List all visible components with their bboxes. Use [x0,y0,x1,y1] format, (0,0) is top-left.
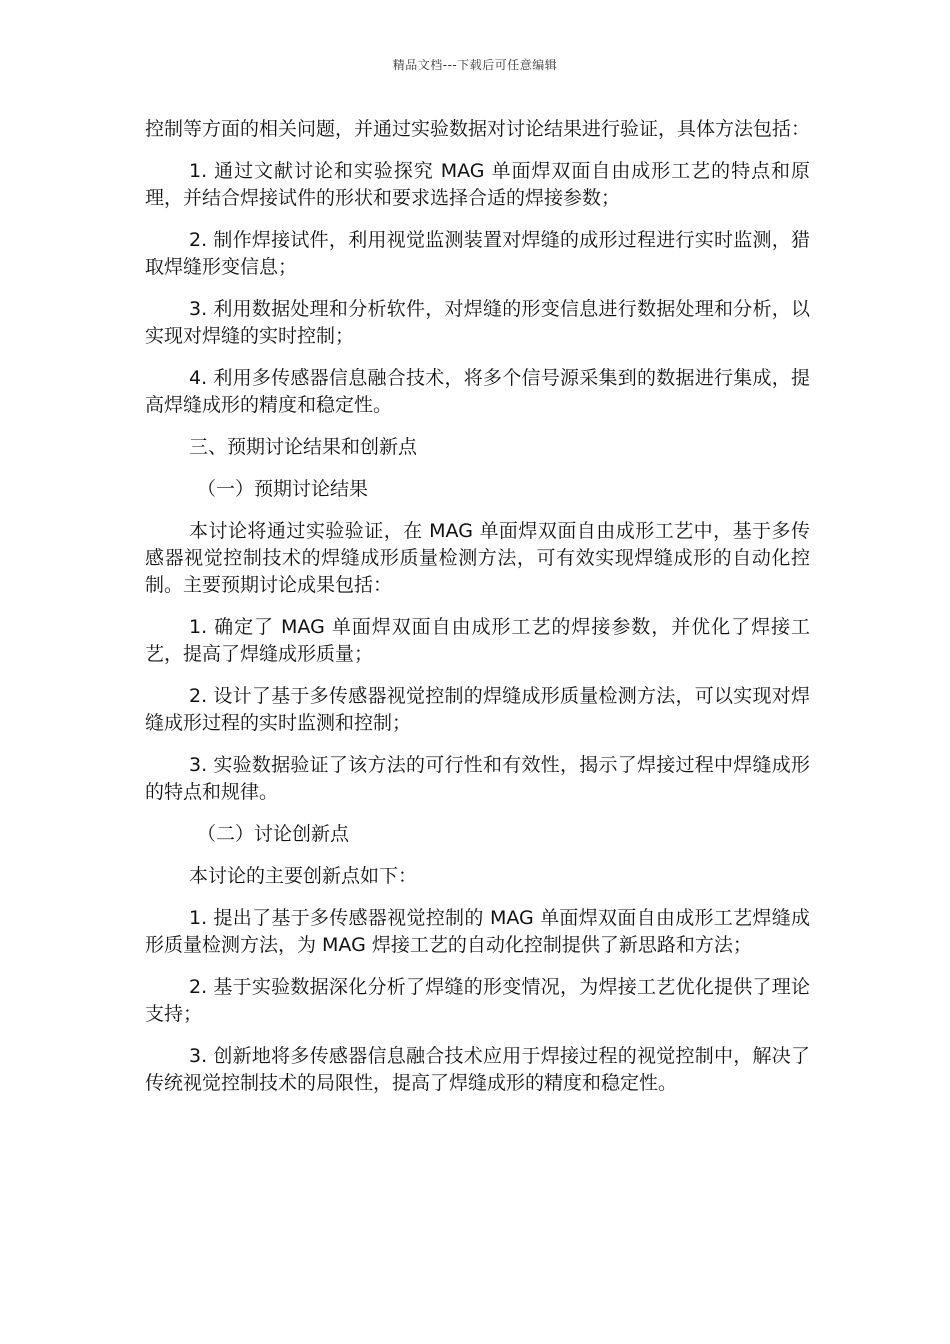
innovation-intro: 本讨论的主要创新点如下： [189,865,418,887]
method-item-2: 2. 制作焊接试件，利用视觉监测装置对焊缝的成形过程进行实时监测，猎取焊缝形变信息； [145,229,810,278]
page-header: 精品文档---下载后可任意编辑 [392,58,558,72]
subsection-heading-innovation: （二）讨论创新点 [197,823,350,845]
section-heading-3: 三、预期讨论结果和创新点 [189,436,418,458]
innovation-item-1: 1. 提出了基于多传感器视觉控制的 MAG 单面焊双面自由成形工艺焊缝成形质量检测方法，为 MAG 焊接工艺的自动化控制提供了新思路和方法； [145,907,810,956]
expected-results-intro: 本讨论将通过实验验证，在 MAG 单面焊双面自由成形工艺中，基于多传感器视觉控制技术的焊缝成形质量检测方法，可有效实现焊缝成形的自动化控制。主要预期讨论成果包括： [145,520,810,596]
innovation-item-2: 2. 基于实验数据深化分析了焊缝的形变情况，为焊接工艺优化提供了理论支持； [145,976,810,1025]
method-item-4: 4. 利用多传感器信息融合技术，将多个信号源采集到的数据进行集成，提高焊缝成形的精度和稳定性。 [145,367,810,416]
method-item-1: 1. 通过文献讨论和实验探究 MAG 单面焊双面自由成形工艺的特点和原理，并结合焊接试件的形状和要求选择合适的焊接参数； [145,160,810,209]
document-body [145,116,810,1112]
method-item-3: 3. 利用数据处理和分析软件，对焊缝的形变信息进行数据处理和分析，以实现对焊缝的实时控制； [145,298,810,347]
innovation-item-3: 3. 创新地将多传感器信息融合技术应用于焊接过程的视觉控制中，解决了传统视觉控制技术的局限性，提高了焊缝成形的精度和稳定性。 [145,1045,810,1094]
expected-item-1: 1. 确定了 MAG 单面焊双面自由成形工艺的焊接参数，并优化了焊接工艺，提高了焊缝成形质量； [145,616,810,665]
subsection-heading-expected: （一）预期讨论结果 [197,478,369,500]
expected-item-3: 3. 实验数据验证了该方法的可行性和有效性，揭示了焊接过程中焊缝成形的特点和规律。 [145,754,810,803]
paragraph-intro: 控制等方面的相关问题，并通过实验数据对讨论结果进行验证，具体方法包括： [145,118,811,140]
expected-item-2: 2. 设计了基于多传感器视觉控制的焊缝成形质量检测方法，可以实现对焊缝成形过程的实时监测和控制； [145,685,810,734]
